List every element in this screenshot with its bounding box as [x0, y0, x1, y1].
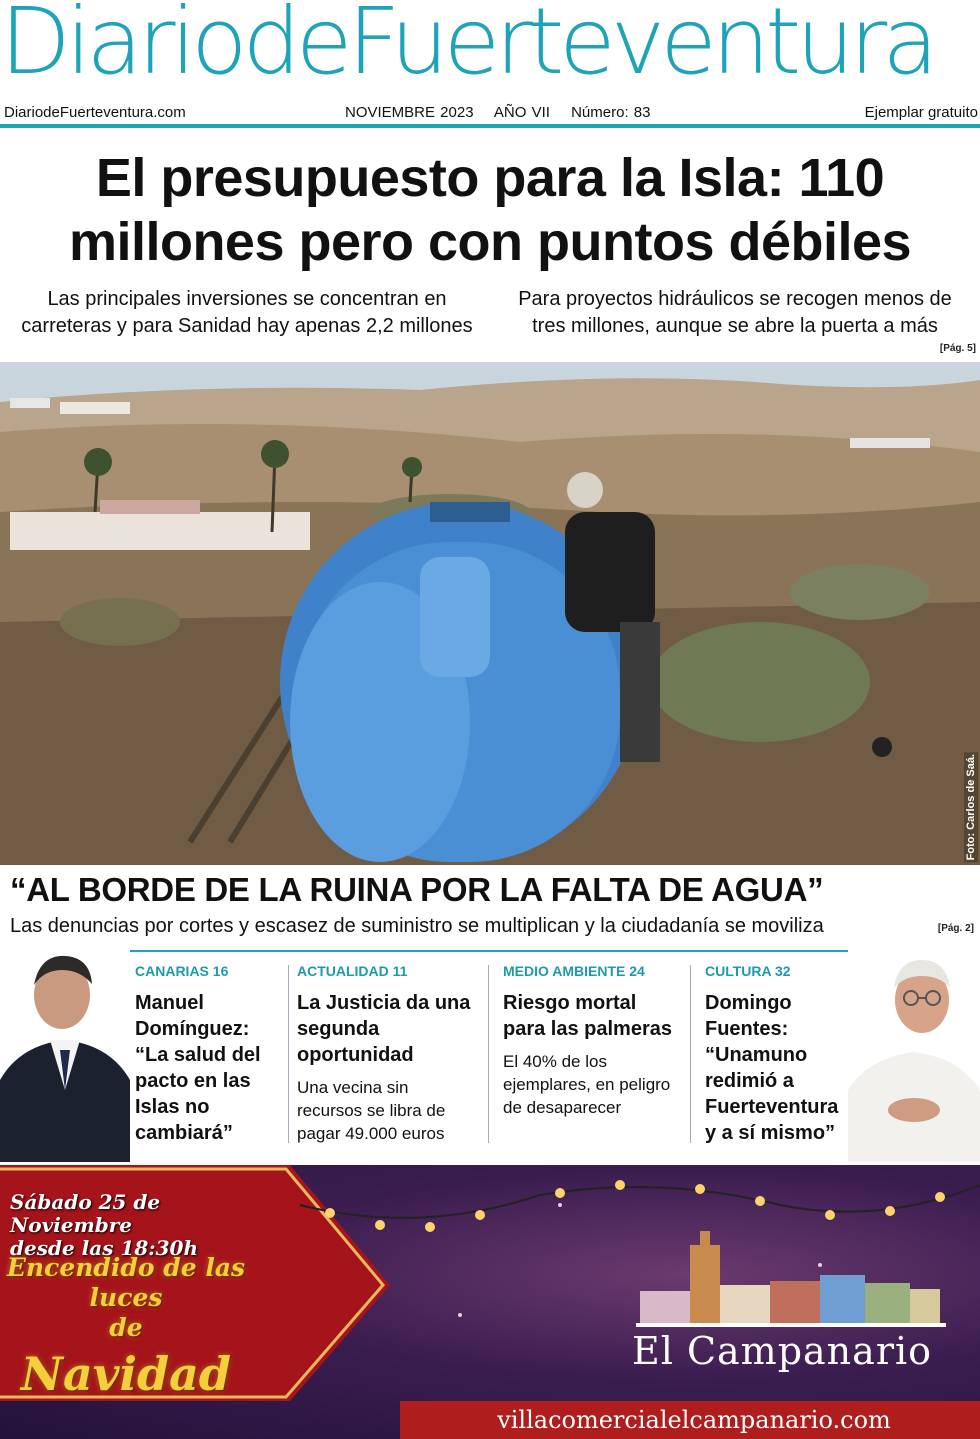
ad-event-line-1: Encendido de las luces: [6, 1253, 246, 1312]
section-divider: [0, 950, 980, 952]
section-title[interactable]: Domingo Fuentes: “Unamuno redimió a Fuerteventura y a sí mismo”: [705, 992, 839, 1144]
secondary-page-ref[interactable]: [Pág. 2]: [937, 923, 974, 934]
section-title[interactable]: Manuel Domínguez: “La salud del pacto en las Islas no cambiará”: [135, 992, 261, 1144]
issue-date: NOVIEMBRE 2023: [345, 104, 474, 121]
lead-page-ref[interactable]: [Pág. 5]: [939, 343, 976, 354]
section-title[interactable]: La Justicia da una segunda oportunidad: [297, 992, 471, 1066]
column-rule: [690, 965, 691, 1143]
photo-credit: Foto: Carlos de Saá.: [965, 754, 977, 861]
water-tank-scene: [0, 362, 980, 865]
secondary-headline[interactable]: “AL BORDE DE LA RUINA POR LA FALTA DE AGUA”: [10, 871, 824, 908]
section-kicker: CULTURA 32: [705, 963, 791, 979]
secondary-subhead: Las denuncias por cortes y escasez de suministro se multiplican y la ciudadanía se moviliza: [10, 915, 824, 937]
man-in-suit-photo: [0, 940, 130, 1162]
section-cultura[interactable]: [705, 962, 855, 1146]
section-summary: El 40% de los ejemplares, en peligro de desaparecer: [503, 1052, 671, 1117]
portrait-domingo-fuentes[interactable]: [848, 940, 980, 1162]
ad-url-link[interactable]: villacomercialelcampanario.com: [497, 1406, 891, 1434]
issue-info: [345, 101, 666, 125]
lead-subhead-right: Para proyectos hidráulicos se recogen menos de tres millones, aunque se abre la puerta a más: [518, 288, 952, 337]
column-rule: [288, 965, 289, 1143]
section-kicker: MEDIO AMBIENTE 24: [503, 963, 645, 979]
section-kicker: ACTUALIDAD 11: [297, 963, 408, 979]
section-title[interactable]: Riesgo mortal para las palmeras: [503, 992, 672, 1040]
section-canarias[interactable]: [135, 962, 285, 1146]
free-copy-label: Ejemplar gratuito: [864, 104, 978, 121]
lead-photo[interactable]: [0, 362, 980, 865]
newspaper-title[interactable]: DiariodeFuerteventura: [0, 0, 934, 92]
portrait-manuel-dominguez[interactable]: [0, 940, 130, 1162]
ad-date-line: Sábado 25 de Noviembre: [10, 1190, 161, 1237]
site-link[interactable]: DiariodeFuerteventura.com: [4, 104, 186, 121]
issue-year: AÑO VII: [493, 104, 550, 121]
section-medio-ambiente[interactable]: [503, 962, 678, 1119]
ad-date: [10, 1191, 270, 1260]
issue-number: Número: 83: [571, 104, 651, 121]
column-rule: [488, 965, 489, 1143]
ad-event-line-3: Navidad: [20, 1347, 232, 1401]
section-actualidad[interactable]: [297, 962, 477, 1145]
issue-bar: [0, 100, 980, 128]
campanario-ad[interactable]: [0, 1165, 980, 1439]
section-kicker: CANARIAS 16: [135, 963, 229, 979]
lead-headline[interactable]: El presupuesto para la Isla: 110 millones pero con puntos débiles: [68, 148, 912, 272]
masthead: [0, 0, 980, 100]
section-summary: Una vecina sin recursos se libra de pagar 49.000 euros: [297, 1078, 446, 1143]
older-man-photo: [848, 940, 980, 1162]
lead-subhead-left: Las principales inversiones se concentran en carreteras y para Sanidad hay apenas 2,2 millones: [21, 288, 473, 337]
ad-event-line-2: de: [109, 1313, 143, 1342]
ad-event-title: [6, 1253, 246, 1401]
ad-brand-name: El Campanario: [631, 1329, 933, 1373]
ad-time-line: desde las 18:30h: [10, 1236, 199, 1260]
